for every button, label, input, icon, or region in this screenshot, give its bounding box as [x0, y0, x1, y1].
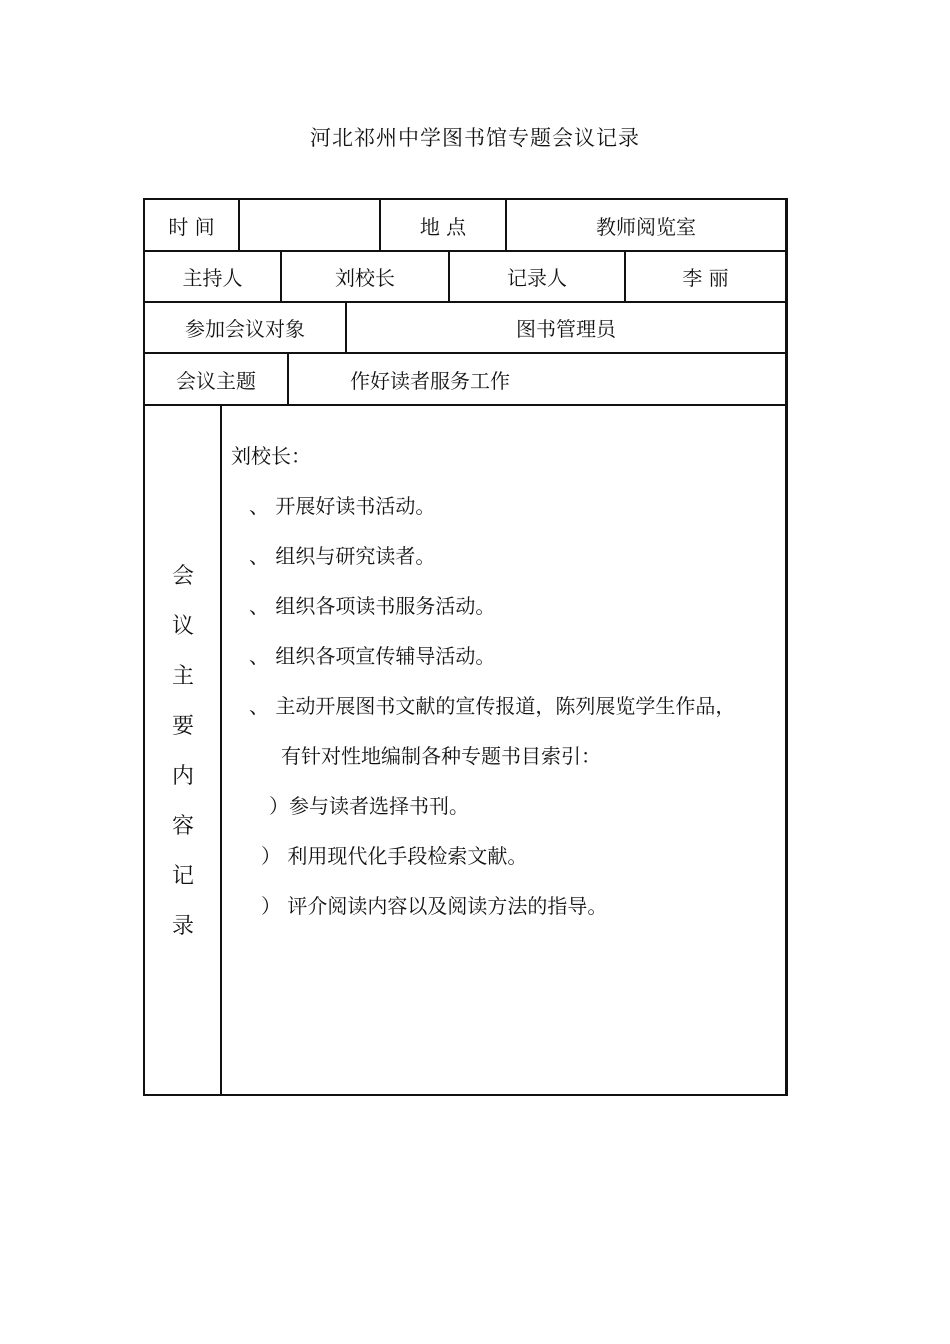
label-char: 内	[171, 764, 194, 789]
label-char: 主	[171, 664, 194, 689]
attendees-value: 图书管理员	[516, 317, 616, 341]
content-line: ）参与读者选择书刊。	[269, 794, 469, 818]
content-line: 、 组织各项读书服务活动。	[249, 594, 496, 618]
attendees-label: 参加会议对象	[185, 317, 305, 341]
place-value: 教师阅览室	[596, 214, 696, 239]
content-line: 、 开展好读书活动。	[249, 494, 436, 518]
recorder-value: 李 丽	[682, 266, 729, 290]
meeting-record-table	[143, 198, 788, 1096]
label-char: 记	[171, 864, 194, 889]
content-line: ） 评介阅读内容以及阅读方法的指导。	[261, 894, 608, 918]
label-char: 容	[171, 814, 194, 839]
label-char: 议	[171, 614, 194, 639]
content-line: 、 组织各项宣传辅导活动。	[249, 644, 496, 668]
document-title: 河北祁州中学图书馆专题会议记录	[310, 126, 640, 150]
topic-value: 作好读者服务工作	[350, 368, 510, 393]
label-char: 会	[171, 564, 194, 589]
topic-label: 会议主题	[176, 368, 256, 393]
label-char: 要	[171, 714, 194, 739]
content-line: 、 主动开展图书文献的宣传报道，陈列展览学生作品，	[249, 694, 736, 718]
content-line: 有针对性地编制各种专题书目索引：	[281, 744, 601, 768]
meeting-content-section	[145, 406, 785, 1094]
label-char: 录	[171, 914, 194, 939]
content-line: 、 组织与研究读者。	[249, 544, 436, 568]
row-topic	[145, 354, 785, 406]
host-value: 刘校长	[335, 266, 395, 290]
host-label: 主持人	[182, 266, 243, 290]
content-line: ） 利用现代化手段检索文献。	[261, 844, 528, 868]
row-time-place	[145, 200, 785, 252]
row-host-recorder	[145, 252, 785, 303]
place-label: 地 点	[419, 214, 467, 239]
content-vertical-label	[145, 552, 221, 952]
recorder-label: 记录人	[507, 266, 567, 290]
time-value	[240, 200, 379, 250]
speaker-name: 刘校长：	[231, 444, 311, 468]
row-attendees	[145, 303, 785, 354]
time-label: 时 间	[168, 214, 215, 239]
